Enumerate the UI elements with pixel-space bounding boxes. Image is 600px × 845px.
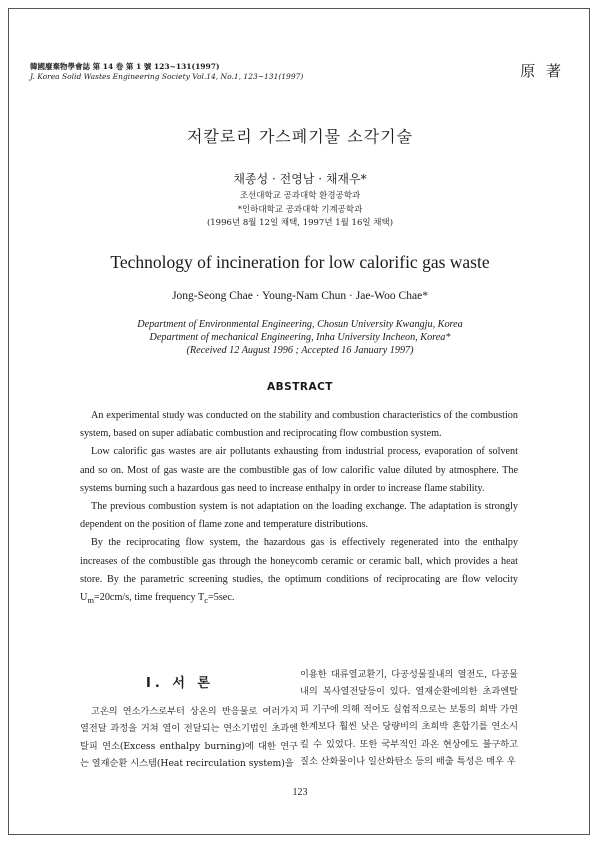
affiliations-korean [0, 190, 600, 231]
received-dates-korean: (1996년 8월 12일 채택, 1997년 1월 16일 채택) [206, 218, 394, 228]
authors-english: Jong-Seong Chae · Young-Nam Chun · Jae-Woo Chae* [172, 290, 428, 302]
page-number: 123 [292, 787, 308, 798]
body-column-left [80, 703, 298, 773]
affiliation-line: *인하대학교 공과대학 기계공학과 [237, 204, 363, 215]
article-type-badge: 原 著 [520, 62, 564, 80]
abstract-paragraph: Low calorific gas wastes are air pollutants exhausting from industrial process, evaporation of solvent and so on. Most of gas waste are the combustible gas of low calorific value diluted by atmosphere. The systems burning such a hazardous gas need to increase enthalpy in order to increase flame stability. [80, 446, 518, 494]
abstract-body [80, 407, 518, 609]
abstract-heading: ABSTRACT [267, 381, 333, 393]
body-column-right [300, 666, 518, 770]
received-dates-english: (Received 12 August 1996 ; Accepted 16 January 1997) [186, 345, 414, 356]
title-korean: 저칼로리 가스폐기물 소각기술 [186, 127, 414, 146]
affiliation-line: 조선대학교 공과대학 환경공학과 [239, 191, 361, 201]
abstract-text: =20cm/s, time frequency T [93, 592, 205, 604]
abstract-text: By the reciprocating flow system, the hazardous gas is effectively regenerated into the enthalpy increases of the combustible gas through the honeycomb ceramic or ceramic ball, which provides a heat store. By the parametric screening studies, the optimum conditions of reciprocating are flow velocity U [80, 537, 518, 604]
journal-header [30, 62, 303, 82]
journal-line-korean: 韓國廢棄物學會誌 第 14 卷 第 1 號 123~131(1997) [30, 62, 220, 71]
section-heading-introduction: I. 서 론 [146, 676, 214, 691]
affiliation-line: Department of mechanical Engineering, Inha University Incheon, Korea* [149, 332, 451, 343]
body-paragraph: 이용한 대류열교환기, 다공성물질내의 열전도, 다공물내의 복사열전달등이 있다. 열재순환에의한 초과엔탈피 기구에 의해 적어도 실험적으로는 보통의 희박 가연한계보다 훨씬 낮은 당량비의 초희박 혼합기를 연소시킬 수 있었다. 또한 국부적인 과온 현상에도 불구하고 질소 산화물이나 일산화탄소 등의 배출 특성은 매우 우 [300, 669, 518, 768]
journal-line-english: J. Korea Solid Wastes Engineering Society Vol.14, No.1, 123~131(1997) [30, 72, 304, 81]
title-english: Technology of incineration for low calorific gas waste [110, 252, 490, 272]
affiliations-english [0, 318, 600, 357]
abstract-text: =5sec. [208, 592, 235, 604]
abstract-paragraph: An experimental study was conducted on the stability and combustion characteristics of the combustion system, based on super adiabatic combustion and reciprocating flow combustion system. [80, 410, 518, 440]
body-paragraph: 고온의 연소가스로부터 상온의 반응물로 여러가지 열전달 과정을 거쳐 열이 전달되는 연소기법인 초과엔탈피 연소(Excess enthalpy burning)에 대한 연구는 열재순환 시스템(Heat recirculation system)을 [80, 706, 298, 770]
abstract-paragraph [80, 534, 518, 609]
abstract-paragraph: The previous combustion system is not adaptation on the loading exchange. The adaptation is strongly dependent on the position of flame zone and temperature distributions. [80, 501, 518, 531]
subscript-c: c [204, 595, 208, 606]
authors-korean: 채종성 · 전영남 · 채재우* [233, 172, 367, 186]
affiliation-line: Department of Environmental Engineering, Chosun University Kwangju, Korea [137, 319, 463, 330]
subscript-m: m [87, 595, 94, 606]
